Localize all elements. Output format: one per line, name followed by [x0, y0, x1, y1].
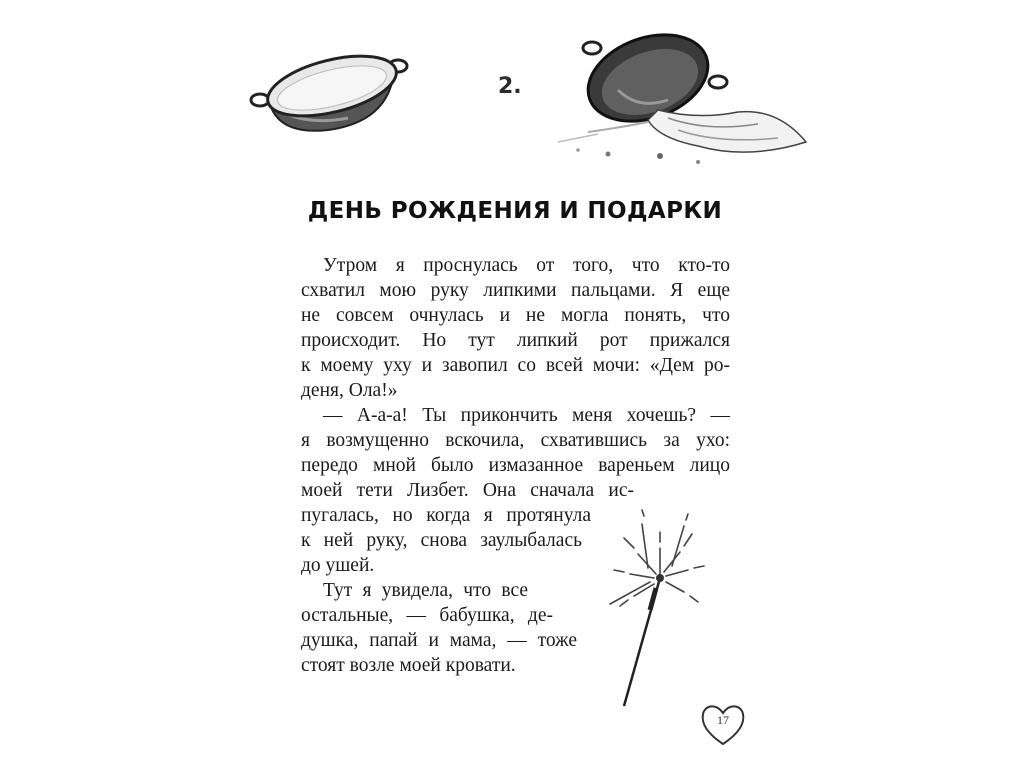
text-line: к ней руку, снова заулыбалась: [301, 530, 582, 551]
text-line: пугалась, но когда я протянула: [301, 505, 591, 526]
text-line: — А-а-а! Ты прикончить меня хочешь? —: [323, 405, 730, 426]
text-line: происходит. Но тут липкий рот прижался: [301, 330, 730, 351]
text-line: передо мной было измазанное вареньем лицо: [301, 455, 730, 476]
chapter-title: ДЕНЬ РОЖДЕНИЯ И ПОДАРКИ: [307, 198, 723, 224]
text-line: до ушей.: [301, 555, 375, 576]
text-line: я возмущенно вскочила, схватившись за ухо:: [301, 430, 730, 451]
pan-illustration: [248, 30, 418, 150]
text-line: моей тети Лизбет. Она сначала ис-: [301, 480, 634, 501]
text-line: стоят возле моей кровати.: [301, 655, 516, 676]
page-number: 17: [717, 713, 729, 727]
text-line: схватил мою руку липкими пальцами. Я еще: [301, 280, 730, 301]
text-line: деня, Ола!»: [301, 380, 398, 401]
spilled-pan-illustration: [548, 20, 818, 180]
sparkler-illustration: [580, 508, 710, 713]
text-line: остальные, — бабушка, де-: [301, 605, 553, 626]
text-line: к моему уху и завопил со всей мочи: «Дем ро-: [301, 355, 730, 376]
chapter-number: 2.: [498, 74, 522, 99]
text-line: Утром я проснулась от того, что кто-то: [323, 255, 730, 276]
text-line: душка, папай и мама, — тоже: [301, 630, 577, 651]
paragraph-1: [301, 253, 730, 403]
text-line: не совсем очнулась и не могла понять, что: [301, 305, 730, 326]
paragraph-3: [301, 578, 577, 678]
text-line: Тут я увидела, что все: [323, 580, 528, 601]
